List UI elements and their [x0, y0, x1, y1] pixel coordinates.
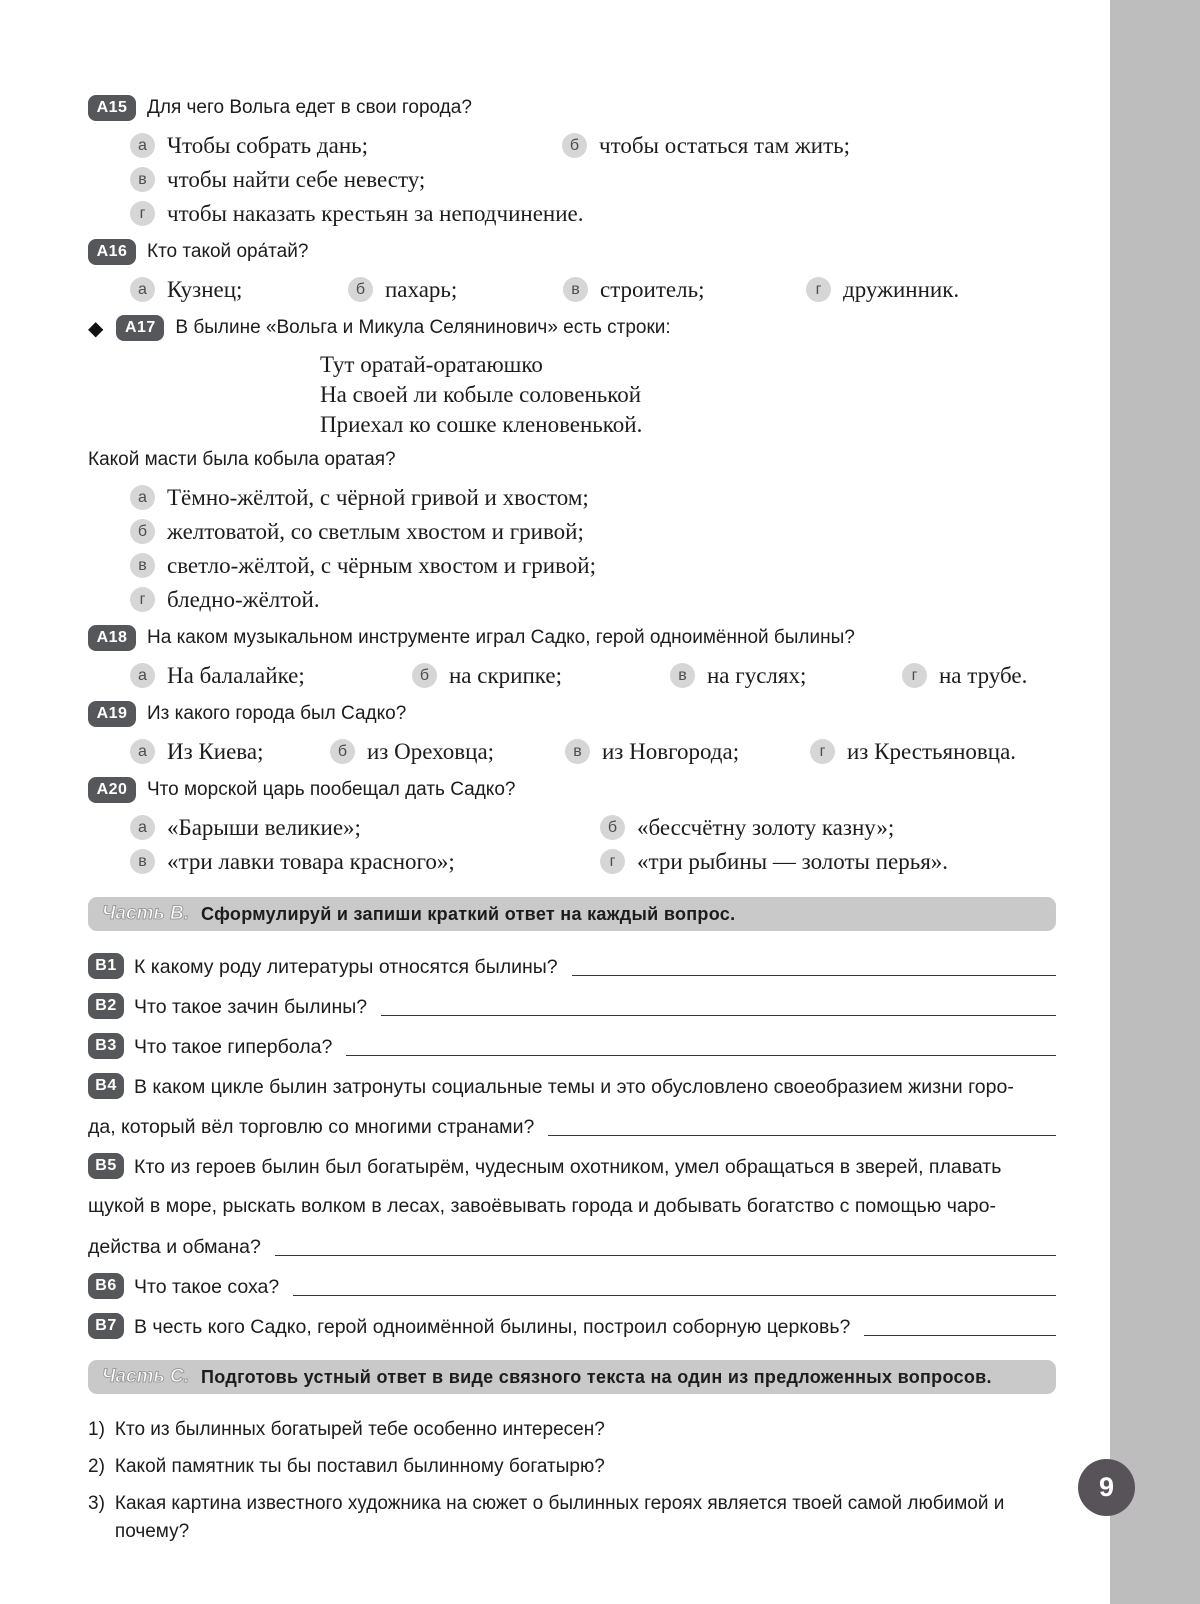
option	[562, 133, 850, 159]
option-letter: б	[600, 815, 625, 840]
part-c-label: Часть С.	[102, 1366, 190, 1387]
worksheet-content	[88, 94, 1056, 1555]
option	[412, 663, 670, 689]
option	[130, 519, 584, 545]
option-letter: б	[130, 519, 155, 544]
option-text: дружинник.	[843, 276, 960, 302]
question-text: да, который вёл торговлю со многими странами?	[88, 1116, 535, 1138]
question-badge: А16	[88, 239, 136, 265]
option	[130, 815, 600, 841]
question-badge: В5	[88, 1153, 124, 1179]
option-letter: а	[130, 739, 155, 764]
answer-blank	[346, 1055, 1056, 1056]
options-row	[88, 736, 1056, 767]
option-letter: а	[130, 815, 155, 840]
question-b5-continuation: щукой в море, рыскать волком в лесах, завоёвывать города и добывать богатство с помощью чаро-	[88, 1195, 996, 1217]
option	[130, 849, 600, 875]
question-badge: А17	[116, 315, 164, 341]
question-b5-continuation	[88, 1233, 1056, 1260]
options-row	[88, 130, 1056, 161]
question-text: В честь кого Садко, герой одноимённой былины, построил соборную церковь?	[134, 1316, 851, 1338]
option-letter: в	[130, 849, 155, 874]
question-badge: А18	[88, 625, 136, 651]
answer-blank	[381, 1015, 1056, 1016]
question-badge: В7	[88, 1313, 124, 1339]
option-text: Кузнец;	[167, 276, 243, 302]
options-row	[88, 550, 1056, 581]
options-row	[88, 164, 1056, 195]
option-text: из Новгорода;	[602, 738, 740, 764]
question-text: действа и обмана?	[88, 1236, 261, 1258]
option-text: Чтобы собрать дань;	[167, 132, 369, 158]
question-a19	[88, 700, 1056, 728]
verse-line: Тут оратай-оратаюшко	[320, 352, 543, 377]
option-letter: б	[412, 663, 437, 688]
option-text: пахарь;	[385, 276, 458, 302]
answer-blank	[864, 1335, 1056, 1336]
question-text: В каком цикле былин затронуты социальные темы и это обусловлено своеобразием жизни горо-	[134, 1076, 1014, 1098]
options-row	[88, 516, 1056, 547]
question-text: Кто такой ора́тай?	[147, 241, 309, 262]
option-text: на трубе.	[939, 662, 1028, 688]
question-badge: В6	[88, 1273, 124, 1299]
option	[130, 201, 583, 227]
question-badge: А20	[88, 777, 136, 803]
option-letter: б	[330, 739, 355, 764]
question-badge: В4	[88, 1073, 124, 1099]
option	[670, 663, 902, 689]
option	[806, 277, 959, 303]
question-b1	[88, 953, 1056, 980]
option	[130, 133, 562, 159]
part-b-label: Часть В.	[102, 903, 190, 924]
page-number: 9	[1078, 1459, 1135, 1516]
option	[130, 167, 425, 193]
question-b4	[88, 1073, 1056, 1100]
option-text: «бессчётну золоту казну»;	[637, 814, 895, 840]
option	[130, 553, 596, 579]
option	[130, 663, 412, 689]
question-text: Для чего Вольга едет в свои города?	[147, 97, 472, 118]
question-text: Какой памятник ты бы поставил былинному богатырю?	[114, 1456, 605, 1477]
page-edge-band	[1110, 0, 1200, 1604]
item-number: 2)	[88, 1456, 105, 1477]
question-badge: В3	[88, 1033, 124, 1059]
answer-blank	[293, 1295, 1056, 1296]
option-letter: б	[348, 277, 373, 302]
question-a18	[88, 624, 1056, 652]
question-badge: А19	[88, 701, 136, 727]
answer-blank	[548, 1135, 1056, 1136]
question-c1	[88, 1416, 1056, 1444]
option-text: чтобы найти себе невесту;	[167, 166, 426, 192]
option-letter: г	[902, 663, 927, 688]
options-row	[88, 274, 1056, 305]
question-text: Что такое гипербола?	[134, 1036, 333, 1058]
option-letter: а	[130, 485, 155, 510]
option-text: чтобы наказать крестьян за неподчинение.	[167, 200, 584, 226]
question-b6	[88, 1273, 1056, 1300]
question-text: На каком музыкальном инструменте играл Садко, герой одноимённой былины?	[147, 627, 855, 648]
question-c3	[88, 1490, 1056, 1546]
question-b3	[88, 1033, 1056, 1060]
part-c-header	[88, 1360, 1056, 1394]
question-text: Кто из героев былин был богатырём, чудесным охотником, умел обращаться в зверей, плавать	[134, 1156, 1002, 1178]
options-row	[88, 482, 1056, 513]
options-row	[88, 198, 1056, 229]
option-text: Из Киева;	[167, 738, 264, 764]
option-text: «Барыши великие»;	[167, 814, 361, 840]
options-row	[88, 812, 1056, 843]
option-text: на скрипке;	[449, 662, 562, 688]
part-b-instruction: Сформулируй и запиши краткий ответ на каждый вопрос.	[201, 903, 736, 924]
question-badge: В2	[88, 993, 124, 1019]
option-text: чтобы остаться там жить;	[599, 132, 851, 158]
diamond-icon: ◆	[88, 317, 104, 340]
option-letter: г	[810, 739, 835, 764]
option	[130, 739, 330, 765]
answer-blank	[572, 975, 1056, 976]
option	[130, 485, 589, 511]
option	[330, 739, 565, 765]
item-number: 3)	[88, 1493, 105, 1514]
verse-line: На своей ли кобыле соловенькой	[320, 382, 642, 407]
option-letter: г	[600, 849, 625, 874]
option	[600, 849, 948, 875]
option	[565, 739, 810, 765]
question-a16	[88, 238, 1056, 266]
option-letter: в	[670, 663, 695, 688]
option-text: бледно-жёлтой.	[167, 586, 320, 612]
option-text: На балалайке;	[167, 662, 305, 688]
option	[130, 277, 348, 303]
option-text: из Крестьяновца.	[847, 738, 1017, 764]
option	[600, 815, 894, 841]
option-letter: а	[130, 277, 155, 302]
question-a20	[88, 776, 1056, 804]
question-text: Какой масти была кобыла оратая?	[88, 449, 396, 470]
option-letter: в	[563, 277, 588, 302]
option-letter: в	[565, 739, 590, 764]
item-number: 1)	[88, 1419, 105, 1440]
option	[902, 663, 1027, 689]
question-a17-sub	[88, 446, 1056, 474]
question-badge: А15	[88, 95, 136, 121]
question-a17	[88, 314, 1056, 342]
option-letter: г	[130, 587, 155, 612]
answer-blank	[275, 1255, 1056, 1256]
verse-line: Приехал ко сошке кленовенькой.	[320, 412, 643, 437]
option-letter: в	[130, 553, 155, 578]
question-b4-continuation	[88, 1113, 1056, 1140]
option	[348, 277, 563, 303]
question-text: К какому роду литературы относятся былины?	[134, 956, 558, 978]
option-text: из Ореховца;	[367, 738, 495, 764]
option-letter: г	[130, 201, 155, 226]
option-letter: г	[806, 277, 831, 302]
question-text: Кто из былинных богатырей тебе особенно интересен?	[114, 1419, 605, 1440]
options-row	[88, 660, 1056, 691]
option-text: строитель;	[600, 276, 705, 302]
option	[810, 739, 1016, 765]
question-a15	[88, 94, 1056, 122]
options-row	[88, 846, 1056, 877]
option-text: на гуслях;	[707, 662, 807, 688]
question-c2	[88, 1453, 1056, 1481]
part-c-instruction: Подготовь устный ответ в виде связного текста на один из предложенных вопросов.	[201, 1366, 992, 1387]
option-text: «три рыбины — золоты перья».	[637, 848, 949, 874]
option	[563, 277, 806, 303]
question-b2	[88, 993, 1056, 1020]
option-letter: а	[130, 663, 155, 688]
question-badge: В1	[88, 953, 124, 979]
question-text: Какая картина известного художника на сюжет о былинных героях является твоей самой любимой и почему?	[114, 1493, 1005, 1542]
option-text: светло-жёлтой, с чёрным хвостом и гривой;	[167, 552, 596, 578]
option-letter: б	[562, 133, 587, 158]
question-b5	[88, 1153, 1056, 1180]
question-text: Что такое зачин былины?	[134, 996, 368, 1018]
question-b7	[88, 1313, 1056, 1340]
verse-quote	[320, 350, 1056, 440]
part-b-header	[88, 897, 1056, 931]
option	[130, 587, 320, 613]
option-text: «три лавки товара красного»;	[167, 848, 455, 874]
option-text: Тёмно-жёлтой, с чёрной гривой и хвостом;	[167, 484, 589, 510]
question-text: Что морской царь пообещал дать Садко?	[147, 779, 516, 800]
question-text: Из какого города был Садко?	[147, 703, 407, 724]
options-row	[88, 584, 1056, 615]
question-text: Что такое соха?	[134, 1276, 280, 1298]
option-letter: в	[130, 167, 155, 192]
option-text: желтоватой, со светлым хвостом и гривой;	[167, 518, 584, 544]
question-text: В былине «Вольга и Микула Селянинович» есть строки:	[175, 317, 671, 338]
option-letter: а	[130, 133, 155, 158]
